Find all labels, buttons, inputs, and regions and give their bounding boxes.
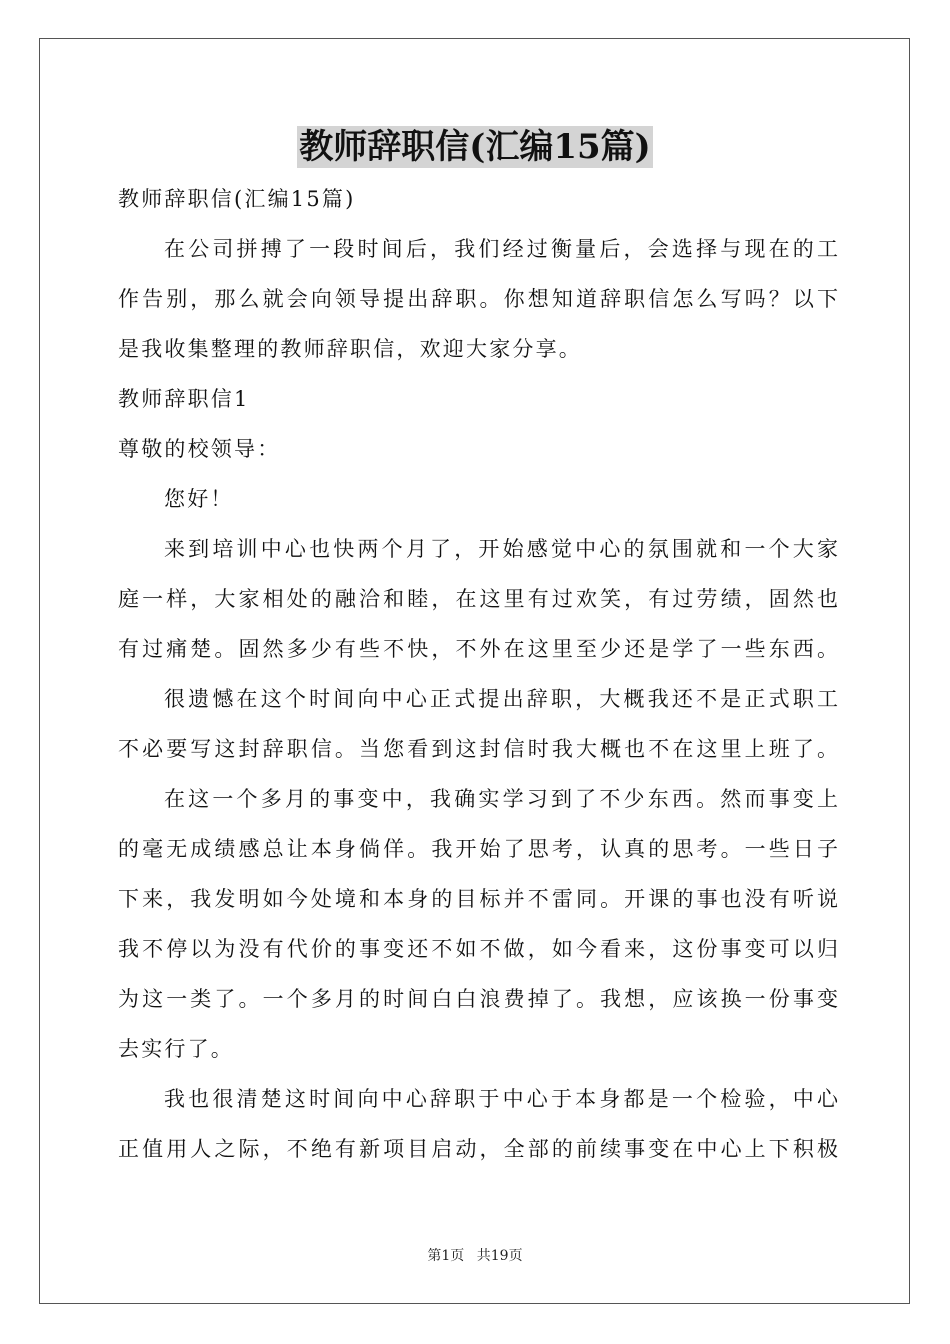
paragraph-line: 的毫无成绩感总让本身倘佯。我开始了思考，认真的思考。一些日子 [118, 837, 838, 861]
greeting: 您好！ [164, 487, 234, 511]
paragraph-line: 不必要写这封辞职信。当您看到这封信时我大概也不在这里上班了。 [118, 737, 838, 761]
paragraph-line: 很遗憾在这个时间向中心正式提出辞职，大概我还不是正式职工 [164, 687, 838, 711]
paragraph-line: 庭一样，大家相处的融洽和睦，在这里有过欢笑，有过劳绩，固然也 [118, 587, 838, 611]
paragraph-line: 是我收集整理的教师辞职信，欢迎大家分享。 [118, 337, 582, 361]
section-heading: 教师辞职信1 [118, 387, 250, 411]
paragraph-line: 来到培训中心也快两个月了，开始感觉中心的氛围就和一个大家 [164, 537, 838, 561]
page-footer [0, 1247, 950, 1265]
paragraph-line: 为这一类了。一个多月的时间白白浪费掉了。我想，应该换一份事变 [118, 987, 838, 1011]
paragraph-line: 有过痛楚。固然多少有些不快，不外在这里至少还是学了一些东西。 [118, 637, 838, 661]
paragraph-line: 作告别，那么就会向领导提出辞职。你想知道辞职信怎么写吗？以下 [118, 287, 838, 311]
paragraph-line: 下来，我发明如今处境和本身的目标并不雷同。开课的事也没有听说 [118, 887, 838, 911]
subtitle-line: 教师辞职信(汇编15篇) [118, 187, 356, 211]
salutation: 尊敬的校领导： [118, 437, 281, 461]
paragraph-line: 去实行了。 [118, 1037, 234, 1061]
paragraph-line: 正值用人之际，不绝有新项目启动，全部的前续事变在中心上下积极 [118, 1137, 838, 1161]
page-total: 共19页 [476, 1248, 523, 1264]
paragraph-line: 我也很清楚这时间向中心辞职于中心于本身都是一个检验，中心 [164, 1087, 838, 1111]
paragraph-line: 我不停以为没有代价的事变还不如不做，如今看来，这份事变可以归 [118, 937, 838, 961]
title-container [0, 126, 950, 168]
paragraph-line: 在公司拼搏了一段时间后，我们经过衡量后，会选择与现在的工 [164, 237, 838, 261]
paragraph-line: 在这一个多月的事变中，我确实学习到了不少东西。然而事变上 [164, 787, 838, 811]
page-border [39, 38, 910, 1304]
document-title: 教师辞职信(汇编15篇) [299, 127, 651, 167]
page-number: 第1页 [427, 1248, 465, 1264]
